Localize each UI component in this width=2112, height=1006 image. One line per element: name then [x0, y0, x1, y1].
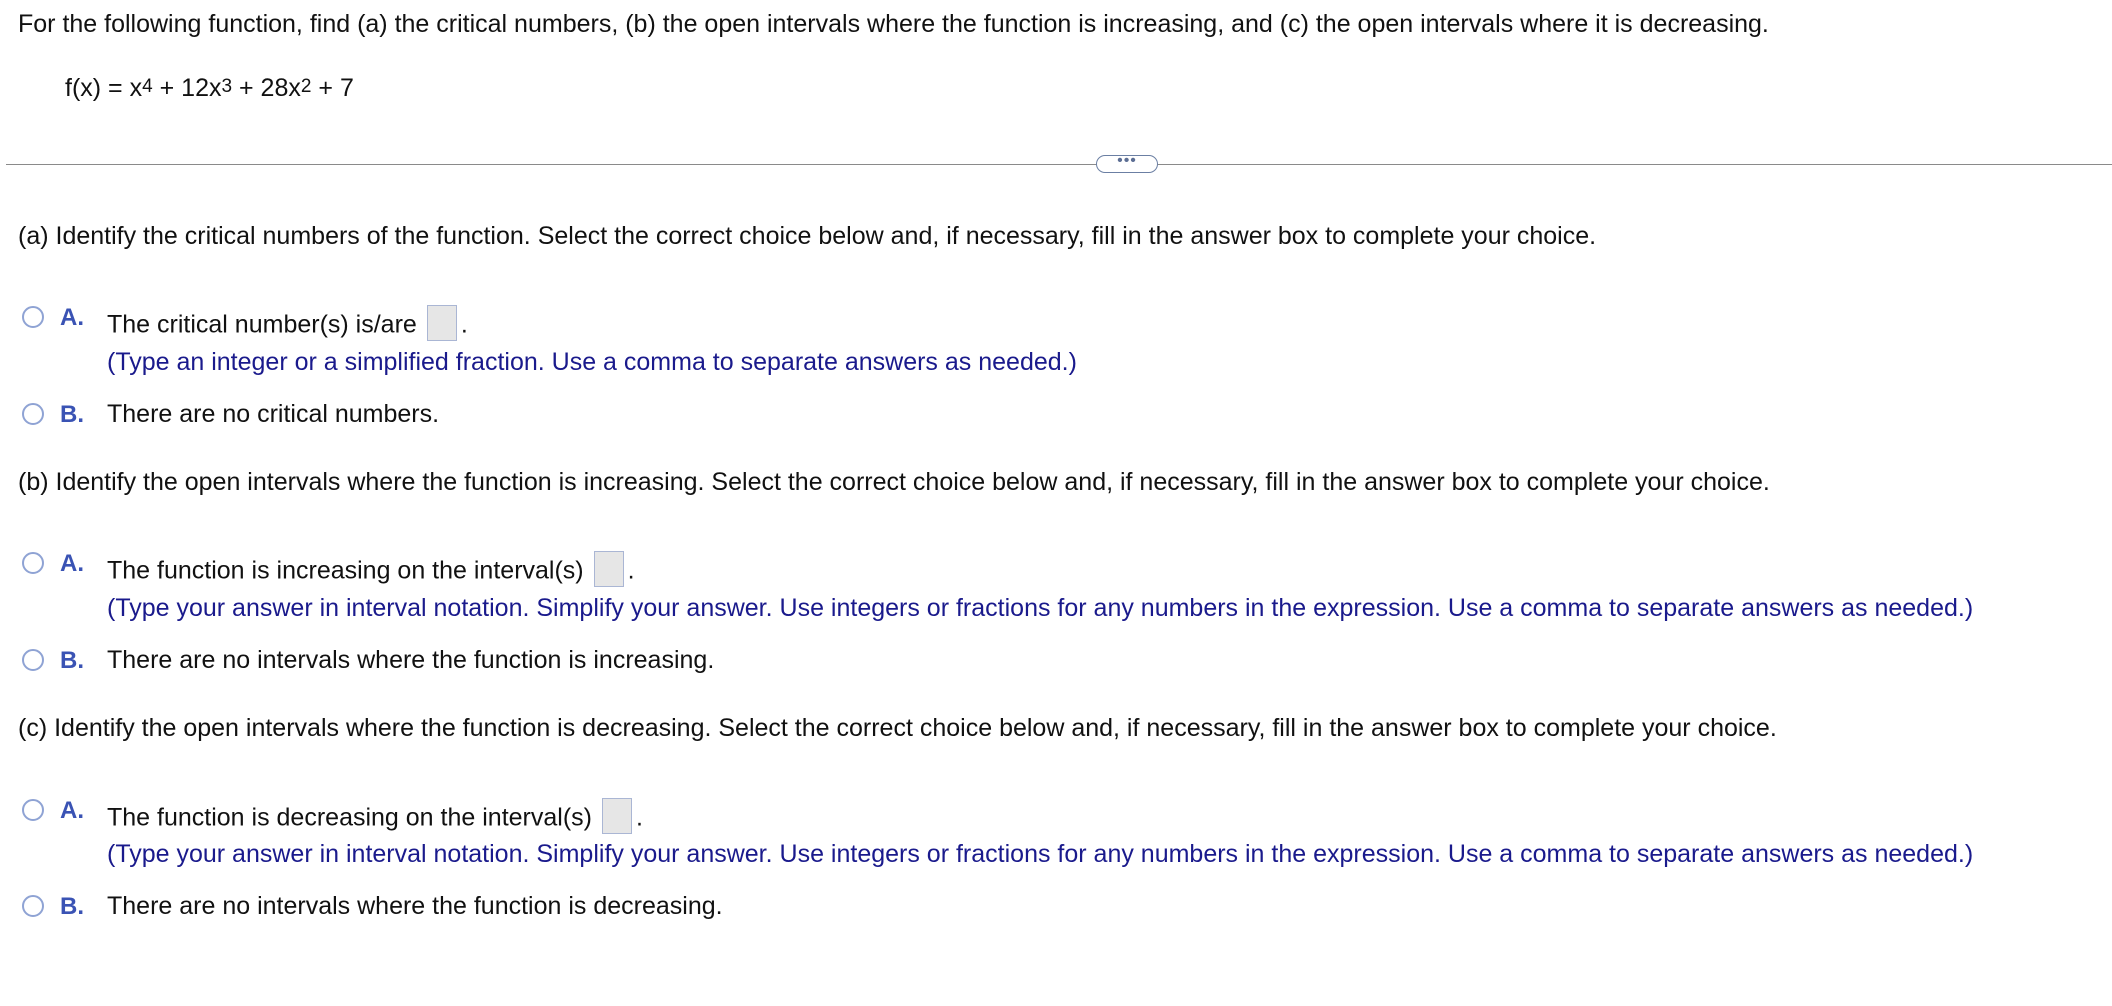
part-b-choice-a-option [107, 554, 635, 590]
function-term-28x: + 28x [232, 74, 301, 102]
function-lhs: f(x) = x [65, 74, 143, 102]
part-b-choice-a-text: The function is increasing on the interval(s) [107, 556, 584, 585]
period: . [635, 803, 643, 832]
part-c-choice-b-text: There are no intervals where the function is decreasing. [107, 892, 723, 920]
part-c-choice-a-hint: (Type your answer in interval notation. Simplify your answer. Use integers or fractions for any numbers in the expression. Use a comma to separate answers as needed.) [107, 840, 1974, 868]
part-b-choice-a-radio[interactable] [22, 552, 44, 574]
function-expression [65, 74, 354, 103]
part-c-choice-b-radio[interactable] [22, 895, 44, 917]
part-a-prompt: (a) Identify the critical numbers of the function. Select the correct choice below and, if necessary, fill in the answer box to complete your choice. [18, 222, 1597, 250]
part-c-prompt: (c) Identify the open intervals where the function is decreasing. Select the correct choice below and, if necessary, fill in the answer box to complete your choice. [18, 714, 1777, 742]
part-c-choice-a-radio[interactable] [22, 799, 44, 821]
question-intro: For the following function, find (a) the critical numbers, (b) the open intervals where the function is increasing, and (c) the open intervals where it is decreasing. [18, 10, 1769, 38]
part-a-choice-a-text: The critical number(s) is/are [107, 310, 417, 339]
part-b-choice-b-letter: B. [60, 647, 84, 674]
part-b-choice-b-text: There are no intervals where the function is increasing. [107, 646, 715, 674]
part-a-choice-b-text: There are no critical numbers. [107, 400, 440, 428]
part-a-answer-box[interactable] [427, 305, 457, 341]
part-a-choice-a-letter: A. [60, 304, 84, 331]
part-c-choice-a-letter: A. [60, 797, 84, 824]
part-a-choice-a-hint: (Type an integer or a simplified fraction. Use a comma to separate answers as needed.) [107, 348, 1077, 376]
part-a-choice-b-radio[interactable] [22, 403, 44, 425]
part-b-choice-b-radio[interactable] [22, 649, 44, 671]
part-a-choice-a-option [107, 308, 468, 344]
function-term-12x: + 12x [152, 74, 222, 102]
part-b-prompt: (b) Identify the open intervals where the function is increasing. Select the correct choice below and, if necessary, fill in the answer box to complete your choice. [18, 468, 1770, 496]
function-term-7: + 7 [311, 74, 354, 102]
expand-more-button[interactable]: ••• [1096, 155, 1158, 173]
part-c-choice-a-option [107, 801, 643, 837]
part-c-choice-a-text: The function is decreasing on the interval(s) [107, 803, 592, 832]
exponent-4: 4 [142, 76, 153, 97]
part-b-choice-a-letter: A. [60, 550, 84, 577]
exponent-2: 2 [300, 76, 312, 97]
section-divider [6, 164, 2112, 165]
part-c-choice-b-letter: B. [60, 893, 84, 920]
part-b-answer-box[interactable] [594, 551, 624, 587]
period: . [460, 310, 468, 339]
part-a-choice-a-radio[interactable] [22, 306, 44, 328]
part-c-answer-box[interactable] [602, 798, 632, 834]
exponent-3: 3 [221, 76, 233, 97]
period: . [627, 556, 635, 585]
part-a-choice-b-letter: B. [60, 401, 84, 428]
part-b-choice-a-hint: (Type your answer in interval notation. Simplify your answer. Use integers or fractions for any numbers in the expression. Use a comma to separate answers as needed.) [107, 594, 1974, 622]
